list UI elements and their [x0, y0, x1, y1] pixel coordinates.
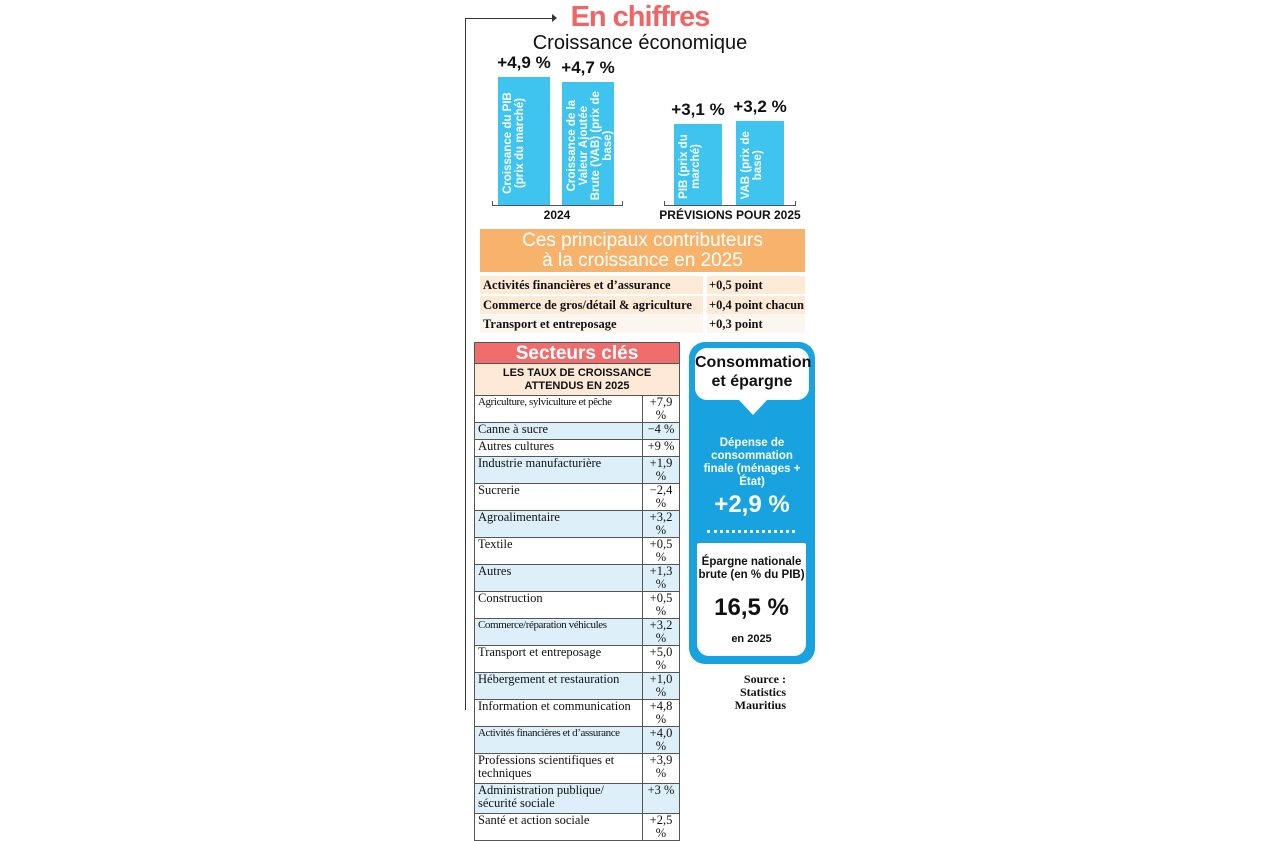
contributor-row — [480, 296, 805, 314]
bar-category-label: PIB (prix du marché) — [678, 134, 702, 199]
sectors-table — [474, 395, 680, 841]
axis-tick — [664, 201, 665, 206]
sector-row — [475, 511, 680, 538]
sector-row — [475, 538, 680, 565]
savings-year: en 2025 — [731, 633, 772, 645]
sector-row — [475, 619, 680, 646]
bar-value-label: +3,2 % — [733, 97, 787, 117]
sector-row — [475, 592, 680, 619]
sector-name: Agriculture, sylviculture et pêche — [475, 396, 643, 423]
contributor-row — [480, 276, 805, 294]
sector-growth: +4,0 % — [643, 727, 680, 754]
sector-row — [475, 457, 680, 484]
bar-value-label: +4,7 % — [561, 58, 615, 78]
sector-growth: −4 % — [643, 423, 680, 440]
sector-growth: +5,0 % — [643, 646, 680, 673]
sector-growth: +0,5 % — [643, 538, 680, 565]
source-note: Source : Statistics Mauritius — [734, 672, 786, 712]
speech-bubble-tail — [738, 399, 768, 415]
group-label: PRÉVISIONS POUR 2025 — [659, 208, 801, 222]
contributor-row — [480, 315, 805, 333]
sector-name: Transport et entreposage — [475, 646, 643, 673]
sector-name: Autres — [475, 565, 643, 592]
sector-row — [475, 700, 680, 727]
sectors-subtitle-line1: LES TAUX DE CROISSANCE — [502, 367, 652, 379]
sector-name: Administration publique/ sécurité sociale — [475, 784, 643, 814]
sector-row — [475, 673, 680, 700]
chart-title: Croissance économique — [532, 32, 748, 54]
sectors-subtitle-line2: ATTENDUS EN 2025 — [524, 380, 630, 392]
sector-name: Agroalimentaire — [475, 511, 643, 538]
sector-name: Activités financières et d’assurance — [475, 727, 643, 754]
sector-growth: +1,9 % — [643, 457, 680, 484]
axis-tick — [795, 201, 796, 206]
sector-name: Information et communication — [475, 700, 643, 727]
sector-name: Santé et action sociale — [475, 814, 643, 841]
sector-growth: +1,3 % — [643, 565, 680, 592]
bar-category-label: VAB (prix de base) — [740, 131, 764, 200]
page-title: En chiffres — [570, 1, 710, 33]
sector-row — [475, 440, 680, 457]
sector-growth: +3 % — [643, 784, 680, 814]
axis-tick — [622, 201, 623, 206]
axis-tick — [492, 201, 493, 206]
consumption-title-line2: et épargne — [711, 373, 793, 390]
consumption-title-bubble — [695, 348, 812, 400]
contributor-sector: Activités financières et d’assurance — [480, 276, 703, 294]
dotted-divider — [707, 530, 795, 533]
x-axis-line — [492, 205, 622, 206]
contributors-title-line1: Ces principaux contributeurs — [522, 230, 763, 251]
contributor-sector: Commerce de gros/détail & agriculture — [480, 296, 703, 314]
sector-name: Textile — [475, 538, 643, 565]
sector-growth: +3,2 % — [643, 511, 680, 538]
sector-name: Commerce/réparation véhicules — [475, 619, 643, 646]
sector-growth: +0,5 % — [643, 592, 680, 619]
sector-name: Hébergement et restauration — [475, 673, 643, 700]
sector-name: Industrie manufacturière — [475, 457, 643, 484]
bar-value-label: +4,9 % — [497, 53, 551, 73]
sector-name: Construction — [475, 592, 643, 619]
spending-label: Dépense de consommation finale (ménages + État) — [703, 437, 801, 488]
savings-label: Épargne nationale brute (en % du PIB) — [698, 556, 805, 581]
sector-growth: +7,9 % — [643, 396, 680, 423]
spending-value: +2,9 % — [714, 491, 790, 518]
sector-row — [475, 784, 680, 814]
consumption-title-line1: Consommation — [695, 354, 812, 371]
sector-growth: +3,9 % — [643, 754, 680, 784]
contributor-value: +0,5 point — [707, 276, 805, 294]
sector-row — [475, 423, 680, 440]
sector-name: Autres cultures — [475, 440, 643, 457]
sector-row — [475, 814, 680, 841]
contributors-title-line2: à la croissance en 2025 — [542, 250, 743, 271]
sector-row — [475, 484, 680, 511]
sectors-title: Secteurs clés — [474, 342, 680, 364]
frame-line-vertical — [465, 18, 466, 710]
savings-value: 16,5 % — [714, 594, 789, 621]
sector-growth: +3,2 % — [643, 619, 680, 646]
sector-growth: +9 % — [643, 440, 680, 457]
sector-row — [475, 754, 680, 784]
sector-name: Canne à sucre — [475, 423, 643, 440]
sector-growth: −2,4 % — [643, 484, 680, 511]
sector-name: Sucrerie — [475, 484, 643, 511]
sector-row — [475, 727, 680, 754]
group-label: 2024 — [543, 208, 571, 222]
contributor-value: +0,3 point — [707, 315, 805, 333]
sector-name: Professions scientifiques et techniques — [475, 754, 643, 784]
sectors-subtitle — [474, 364, 680, 395]
x-axis-line — [664, 205, 795, 206]
sector-growth: +2,5 % — [643, 814, 680, 841]
contributor-value: +0,4 point chacun — [709, 297, 804, 312]
sector-row — [475, 396, 680, 423]
contributor-sector: Transport et entreposage — [480, 315, 703, 333]
contributors-header — [480, 229, 805, 272]
sector-growth: +4,8 % — [643, 700, 680, 727]
sector-row — [475, 565, 680, 592]
sector-row — [475, 646, 680, 673]
bar-value-label: +3,1 % — [671, 100, 725, 120]
sector-growth: +1,0 % — [643, 673, 680, 700]
bar-category-label: Croissance du PIB (prix du marché) — [502, 92, 526, 194]
bar-category-label: Croissance de la Valeur Ajoutée Brute (VAB) (prix de base) — [566, 91, 614, 201]
